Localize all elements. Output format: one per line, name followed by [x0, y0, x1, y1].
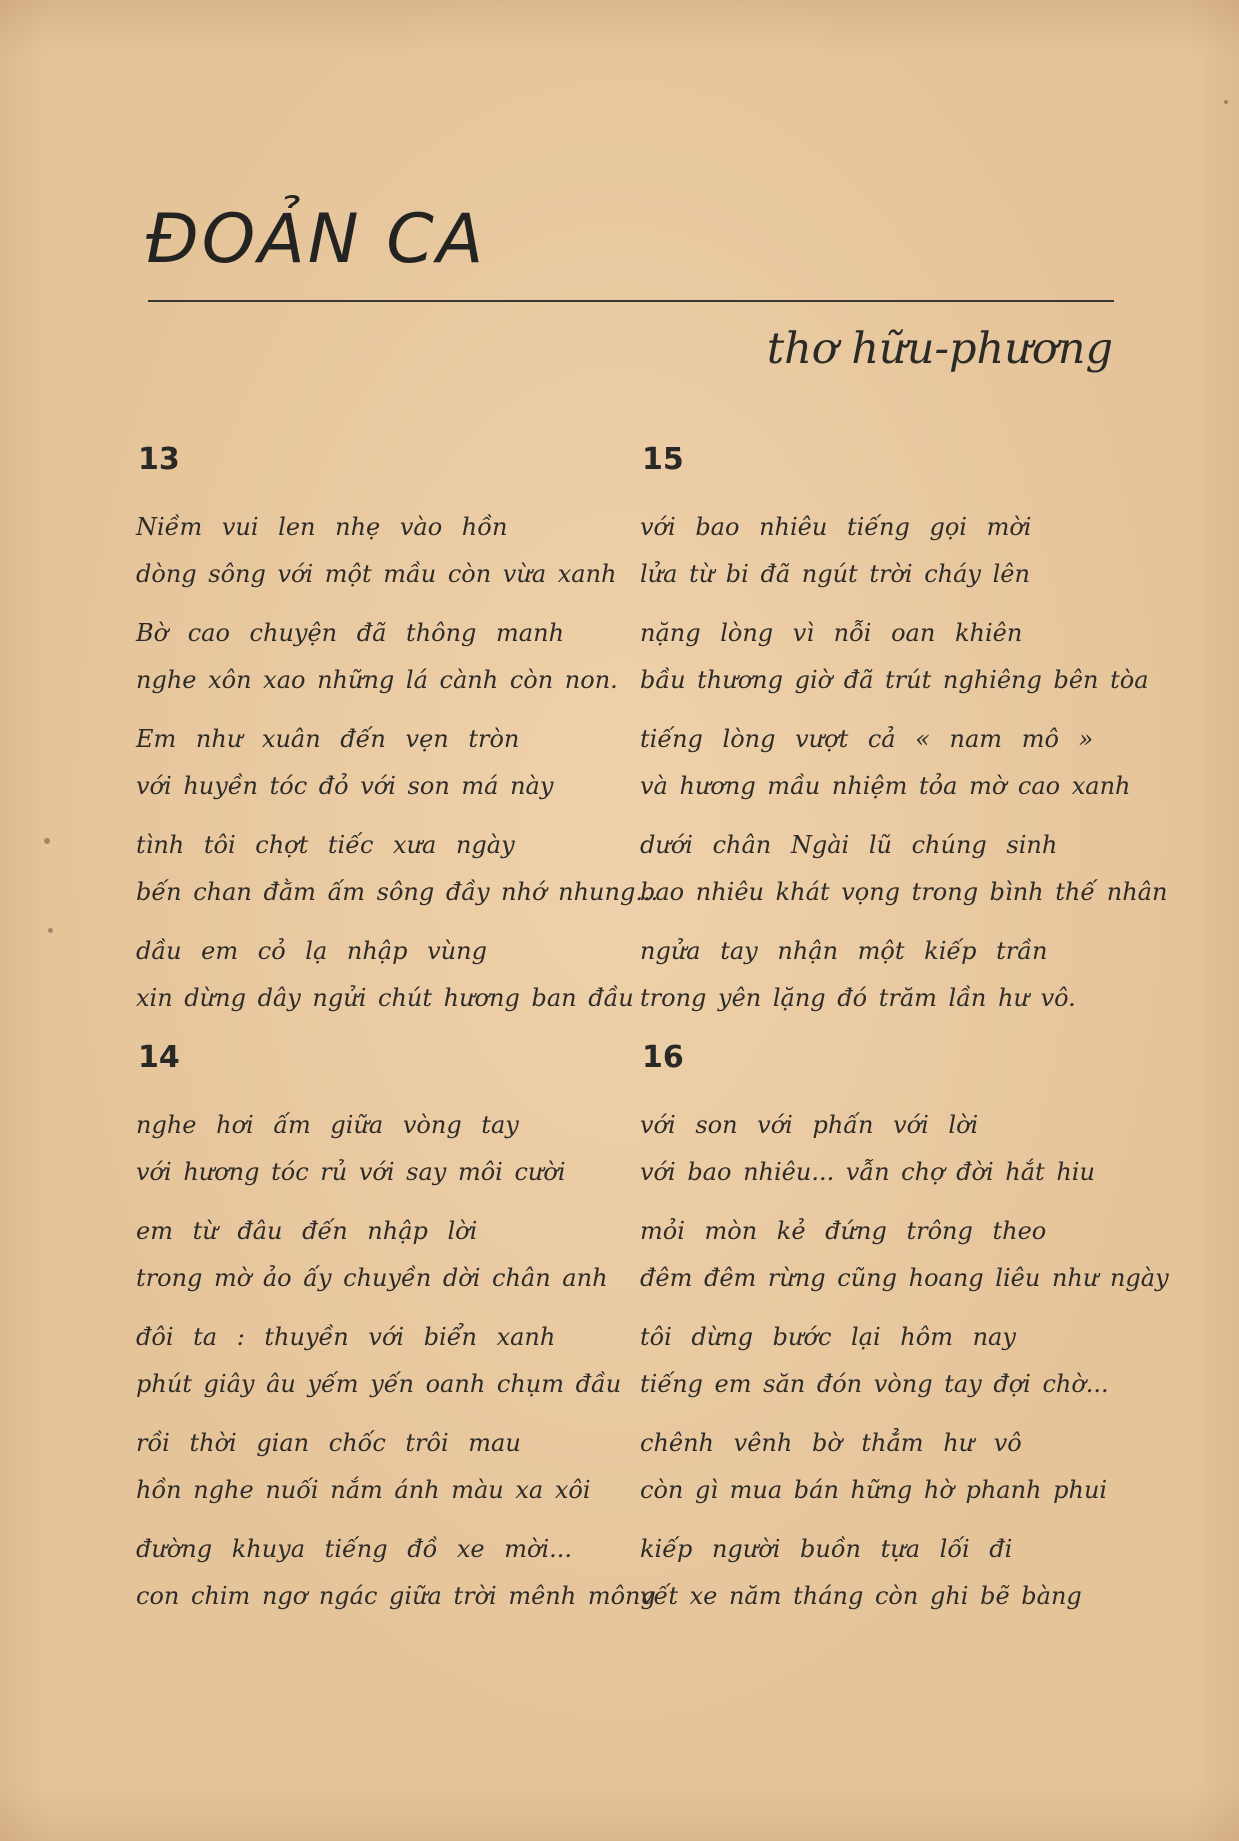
- poem-line: Niềm vui len nhẹ vào hồn: [136, 513, 508, 541]
- poem-line: chênh vênh bờ thẳm hư vô: [640, 1429, 1022, 1457]
- poem-couplet: [640, 716, 1140, 810]
- poem-line: vết xe năm tháng còn ghi bẽ bàng: [640, 1582, 1082, 1610]
- poem-section: [136, 1038, 656, 1620]
- poem-line: và hương mầu nhiệm tỏa mờ cao xanh: [640, 772, 1131, 800]
- poem-couplet: [640, 1208, 1169, 1302]
- poem-couplet: [136, 1420, 636, 1514]
- section-number: 15: [642, 442, 684, 477]
- poem-line: hồn nghe nuối nắm ánh màu xa xôi: [136, 1476, 591, 1504]
- poem-couplet: [640, 822, 1168, 916]
- poem-line: bầu thương giờ đã trút nghiêng bên tòa: [640, 666, 1149, 694]
- title-rule: [148, 300, 1114, 302]
- poem-couplet: [640, 1420, 1140, 1514]
- poem-line: ngửa tay nhận một kiếp trần: [640, 937, 1048, 965]
- poem-couplet: [136, 1102, 636, 1196]
- poem-line: con chim ngơ ngác giữa trời mênh mông: [136, 1582, 656, 1610]
- poem-line: với bao nhiêu... vẫn chợ đời hắt hiu: [640, 1158, 1095, 1186]
- poem-section: [136, 440, 659, 1022]
- poem-line: tôi dừng bước lại hôm nay: [640, 1323, 1016, 1351]
- paper-speck: [1224, 100, 1228, 104]
- poem-couplet: [136, 716, 636, 810]
- poem-couplet: [136, 1314, 636, 1408]
- poem-line: phút giây âu yếm yến oanh chụm đầu: [136, 1370, 622, 1398]
- poem-line: nghe xôn xao những lá cành còn non.: [136, 666, 618, 694]
- section-number: 14: [138, 1040, 180, 1075]
- poem-couplet: [136, 928, 636, 1022]
- poem-line: đôi ta : thuyền với biển xanh: [136, 1323, 556, 1351]
- poem-couplet: [136, 822, 659, 916]
- poem-couplet: [640, 1314, 1140, 1408]
- poem-line: với hương tóc rủ với say môi cười: [136, 1158, 566, 1186]
- poem-line: lửa từ bi đã ngút trời cháy lên: [640, 560, 1030, 588]
- poem-couplet: [136, 1208, 636, 1302]
- poem-couplet: [640, 1526, 1140, 1620]
- poem-couplet: [640, 1102, 1140, 1196]
- section-number: 16: [642, 1040, 684, 1075]
- poem-couplet: [640, 928, 1140, 1022]
- poem-line: đường khuya tiếng đồ xe mời...: [136, 1535, 573, 1563]
- poem-line: trong mờ ảo ấy chuyền dời chân anh: [136, 1264, 608, 1292]
- poem-line: tiếng em săn đón vòng tay đợi chờ...: [640, 1370, 1109, 1398]
- poem-line: em từ đâu đến nhập lời: [136, 1217, 478, 1245]
- poem-couplet: [136, 610, 636, 704]
- poem-byline: thơ hữu-phương: [766, 324, 1113, 374]
- poem-line: dầu em cỏ lạ nhập vùng: [136, 937, 487, 965]
- left-column: [136, 440, 659, 1636]
- poem-line: trong yên lặng đó trăm lần hư vô.: [640, 984, 1076, 1012]
- paper-speck: [44, 838, 50, 844]
- poem-line: mỏi mòn kẻ đứng trông theo: [640, 1217, 1047, 1245]
- poem-line: bao nhiêu khát vọng trong bình thế nhân: [640, 878, 1168, 906]
- poem-couplet: [640, 610, 1149, 704]
- poem-line: đêm đêm rừng cũng hoang liêu như ngày: [640, 1264, 1169, 1292]
- paper-speck: [48, 928, 53, 933]
- poem-couplet: [640, 504, 1140, 598]
- poem-line: Em như xuân đến vẹn tròn: [136, 725, 520, 753]
- poem-line: kiếp người buồn tựa lối đi: [640, 1535, 1013, 1563]
- poem-line: tình tôi chợt tiếc xưa ngày: [136, 831, 515, 859]
- poem-title: ĐOẢN CA: [146, 200, 487, 279]
- poem-line: rồi thời gian chốc trôi mau: [136, 1429, 521, 1457]
- poem-line: tiếng lòng vượt cả « nam mô »: [640, 725, 1094, 753]
- poem-line: nghe hơi ấm giữa vòng tay: [136, 1111, 519, 1139]
- poem-line: Bờ cao chuyện đã thông manh: [136, 619, 565, 647]
- poem-line: dưới chân Ngài lũ chúng sinh: [640, 831, 1058, 859]
- poem-line: với bao nhiêu tiếng gọi mời: [640, 513, 1032, 541]
- poem-line: với son với phấn với lời: [640, 1111, 979, 1139]
- right-column: [640, 440, 1169, 1636]
- poem-section: [640, 1038, 1169, 1620]
- poem-couplet: [136, 1526, 656, 1620]
- poem-line: với huyền tóc đỏ với son má này: [136, 772, 554, 800]
- poem-couplet: [136, 504, 636, 598]
- poem-line: xin dừng dây ngửi chút hương ban đầu: [136, 984, 634, 1012]
- poem-line: còn gì mua bán hững hờ phanh phui: [640, 1476, 1108, 1504]
- section-number: 13: [138, 442, 180, 477]
- poem-line: nặng lòng vì nỗi oan khiên: [640, 619, 1023, 647]
- poem-line: dòng sông với một mầu còn vừa xanh: [136, 560, 617, 588]
- poem-line: bến chan đằm ấm sông đầy nhớ nhung...: [136, 878, 659, 906]
- poem-section: [640, 440, 1168, 1022]
